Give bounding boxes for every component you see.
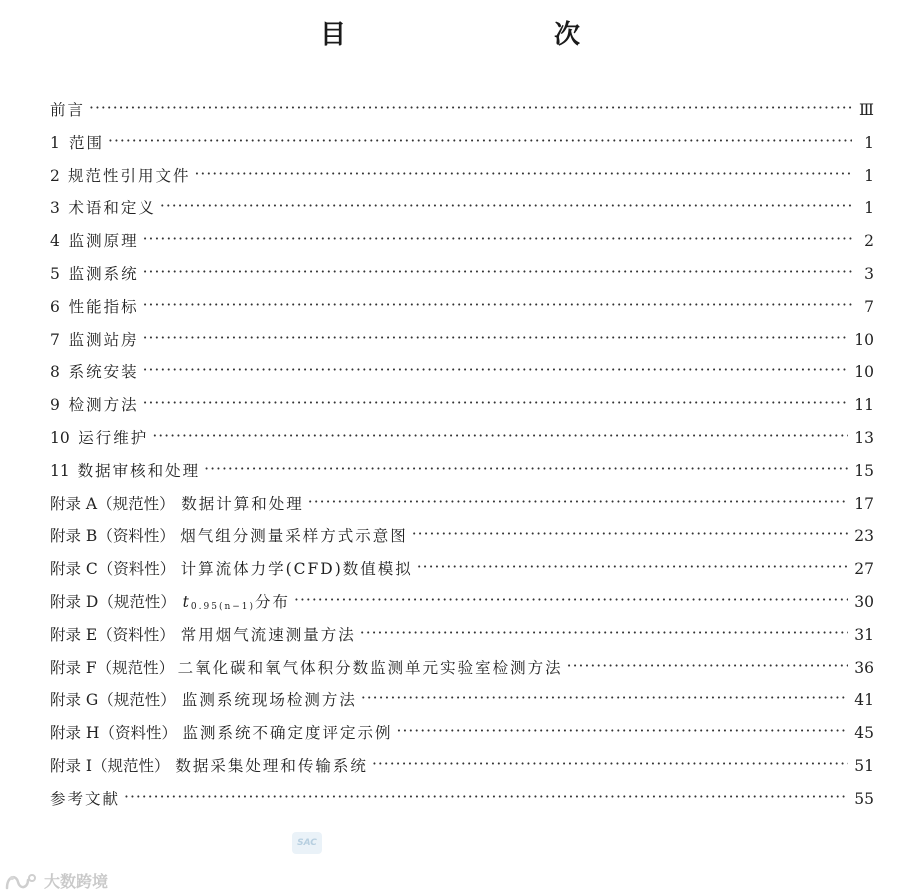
toc-page-number: 17 xyxy=(854,494,874,513)
toc-page-number: 15 xyxy=(854,461,874,480)
toc-leader-dots xyxy=(194,165,852,183)
toc-leader-dots xyxy=(143,263,852,281)
toc-page-number: 1 xyxy=(864,199,874,218)
toc-entry[interactable] xyxy=(50,623,874,656)
toc-entry-number: 附录 A（规范性） xyxy=(50,494,175,513)
toc-entry-number: 10 xyxy=(50,428,70,447)
toc-leader-dots xyxy=(160,197,852,215)
toc-leader-dots xyxy=(567,657,849,675)
toc-entry-number: 7 xyxy=(50,330,60,349)
toc-entry[interactable] xyxy=(50,229,874,262)
toc-leader-dots xyxy=(412,525,849,543)
toc-entry-title-text: 分布 xyxy=(255,592,291,611)
toc-leader-dots xyxy=(143,361,849,379)
toc-entry-title xyxy=(183,590,290,612)
toc-page-number: 41 xyxy=(854,691,874,710)
toc-entry-number: 1 xyxy=(50,133,60,152)
toc-entry-number: 附录 F（规范性） xyxy=(50,658,175,677)
toc-entry[interactable] xyxy=(50,656,874,689)
toc-leader-dots xyxy=(204,460,848,478)
toc-entry[interactable] xyxy=(50,328,874,361)
toc-entry-title: 监测站房 xyxy=(68,330,139,349)
toc-entry-number: 附录 G（规范性） xyxy=(50,691,176,710)
toc-leader-dots xyxy=(360,624,848,642)
toc-page-number: 13 xyxy=(854,428,874,447)
page-title: 目 次 xyxy=(319,20,632,50)
toc-entry-number: 9 xyxy=(50,396,60,415)
toc-leader-dots xyxy=(89,99,852,117)
toc-entry[interactable] xyxy=(50,787,874,820)
toc-entry[interactable] xyxy=(50,524,874,557)
toc-entry-title: 监测原理 xyxy=(68,232,139,251)
toc-page-number: 55 xyxy=(854,789,874,808)
toc-entry-title: 范围 xyxy=(69,133,105,152)
toc-entry-title: 常用烟气流速测量方法 xyxy=(180,625,356,644)
toc-entry[interactable] xyxy=(50,164,874,197)
toc-page-number: 30 xyxy=(854,592,874,611)
toc-page-number: 10 xyxy=(854,363,874,382)
center-watermark: SAC xyxy=(292,832,322,854)
toc-entry[interactable] xyxy=(50,557,874,590)
toc-entry-title: 监测系统现场检测方法 xyxy=(181,691,357,710)
toc-entry[interactable] xyxy=(50,590,874,623)
toc-entry-math xyxy=(183,593,255,611)
math-base: t xyxy=(182,592,191,611)
toc-page-number: 1 xyxy=(864,133,874,152)
toc-leader-dots xyxy=(294,591,848,609)
toc-leader-dots xyxy=(143,230,852,248)
toc-entry-title: 数据审核和处理 xyxy=(77,461,201,480)
toc-entry-title: 数据采集处理和传输系统 xyxy=(175,756,368,775)
toc-leader-dots xyxy=(143,296,852,314)
toc-entry-title: 规范性引用文件 xyxy=(67,166,191,185)
toc-entry-number: 附录 H（资料性） xyxy=(50,724,177,743)
toc-entry[interactable] xyxy=(50,426,874,459)
toc-entry-title: 计算流体力学(CFD)数值模拟 xyxy=(180,560,413,579)
toc-page-number: 1 xyxy=(864,166,874,185)
toc-entry-title: 运行维护 xyxy=(78,428,149,447)
toc-entry-title: 性能指标 xyxy=(68,297,139,316)
toc-page-number: 23 xyxy=(854,527,874,546)
toc-leader-dots xyxy=(143,394,849,412)
corner-watermark-text: 大数跨境 xyxy=(44,872,109,891)
toc-leader-dots xyxy=(143,329,849,347)
toc-entry-number: 附录 E（资料性） xyxy=(50,625,175,644)
toc-entry-title: 系统安装 xyxy=(68,363,139,382)
toc-leader-dots xyxy=(397,722,849,740)
toc-entry-title: 监测系统 xyxy=(68,264,139,283)
toc-entry-title: 前言 xyxy=(50,101,86,119)
toc-entry-number: 附录 B（资料性） xyxy=(50,527,175,546)
brand-logo-icon xyxy=(4,870,38,892)
toc-entry[interactable] xyxy=(50,262,874,295)
toc-page-number: 10 xyxy=(854,330,874,349)
toc-entry[interactable] xyxy=(50,360,874,393)
toc-page-number: 51 xyxy=(854,756,874,775)
toc-page-number: 36 xyxy=(854,658,874,677)
toc-entry[interactable] xyxy=(50,492,874,525)
toc-entry-number: 6 xyxy=(50,297,60,316)
toc-entry-title: 二氧化碳和氧气体积分数监测单元实验室检测方法 xyxy=(177,658,563,677)
toc-leader-dots xyxy=(108,132,852,150)
toc-entry-number: 5 xyxy=(50,264,60,283)
toc-page-number: 27 xyxy=(854,560,874,579)
toc-page-number: 45 xyxy=(854,724,874,743)
toc-page-number: Ⅲ xyxy=(859,101,874,119)
toc-entry-title: 烟气组分测量采样方式示意图 xyxy=(180,527,408,546)
toc-entry[interactable] xyxy=(50,98,874,131)
toc-entry[interactable] xyxy=(50,393,874,426)
toc-leader-dots xyxy=(372,755,848,773)
toc-entry-number: 附录 D（规范性） xyxy=(50,592,176,611)
toc-leader-dots xyxy=(124,788,848,806)
toc-leader-dots xyxy=(361,689,848,707)
toc-entry-number: 8 xyxy=(50,363,60,382)
toc-leader-dots xyxy=(152,427,848,445)
toc-entry-number: 附录 C（资料性） xyxy=(50,560,176,579)
toc-entry[interactable] xyxy=(50,131,874,164)
toc-leader-dots xyxy=(417,558,849,576)
toc-page-number: 2 xyxy=(864,232,874,251)
toc-entry-title: 监测系统不确定度评定示例 xyxy=(182,724,393,743)
toc-page-number: 31 xyxy=(854,625,874,644)
toc-page-number: 11 xyxy=(854,396,874,415)
toc-entry-number: 11 xyxy=(50,461,70,480)
toc-entry-title: 数据计算和处理 xyxy=(181,494,304,513)
toc-entry[interactable] xyxy=(50,754,874,787)
table-of-contents xyxy=(50,98,874,820)
toc-entry-title: 参考文献 xyxy=(50,789,121,808)
toc-entry-number: 附录 I（规范性） xyxy=(50,756,170,775)
toc-entry[interactable] xyxy=(50,688,874,721)
toc-entry-number: 2 xyxy=(50,166,60,185)
math-subscript: 0.95(n−1) xyxy=(190,601,256,612)
toc-leader-dots xyxy=(308,493,848,511)
toc-entry-title: 术语和定义 xyxy=(68,199,156,218)
toc-entry-number: 4 xyxy=(50,232,60,251)
corner-watermark xyxy=(4,869,108,892)
toc-entry[interactable] xyxy=(50,295,874,328)
toc-entry-title: 检测方法 xyxy=(68,396,139,415)
toc-entry[interactable] xyxy=(50,196,874,229)
toc-entry[interactable] xyxy=(50,721,874,754)
toc-page-number: 7 xyxy=(864,297,874,316)
toc-entry-number: 3 xyxy=(50,199,60,218)
toc-page-number: 3 xyxy=(864,264,874,283)
toc-entry[interactable] xyxy=(50,459,874,492)
